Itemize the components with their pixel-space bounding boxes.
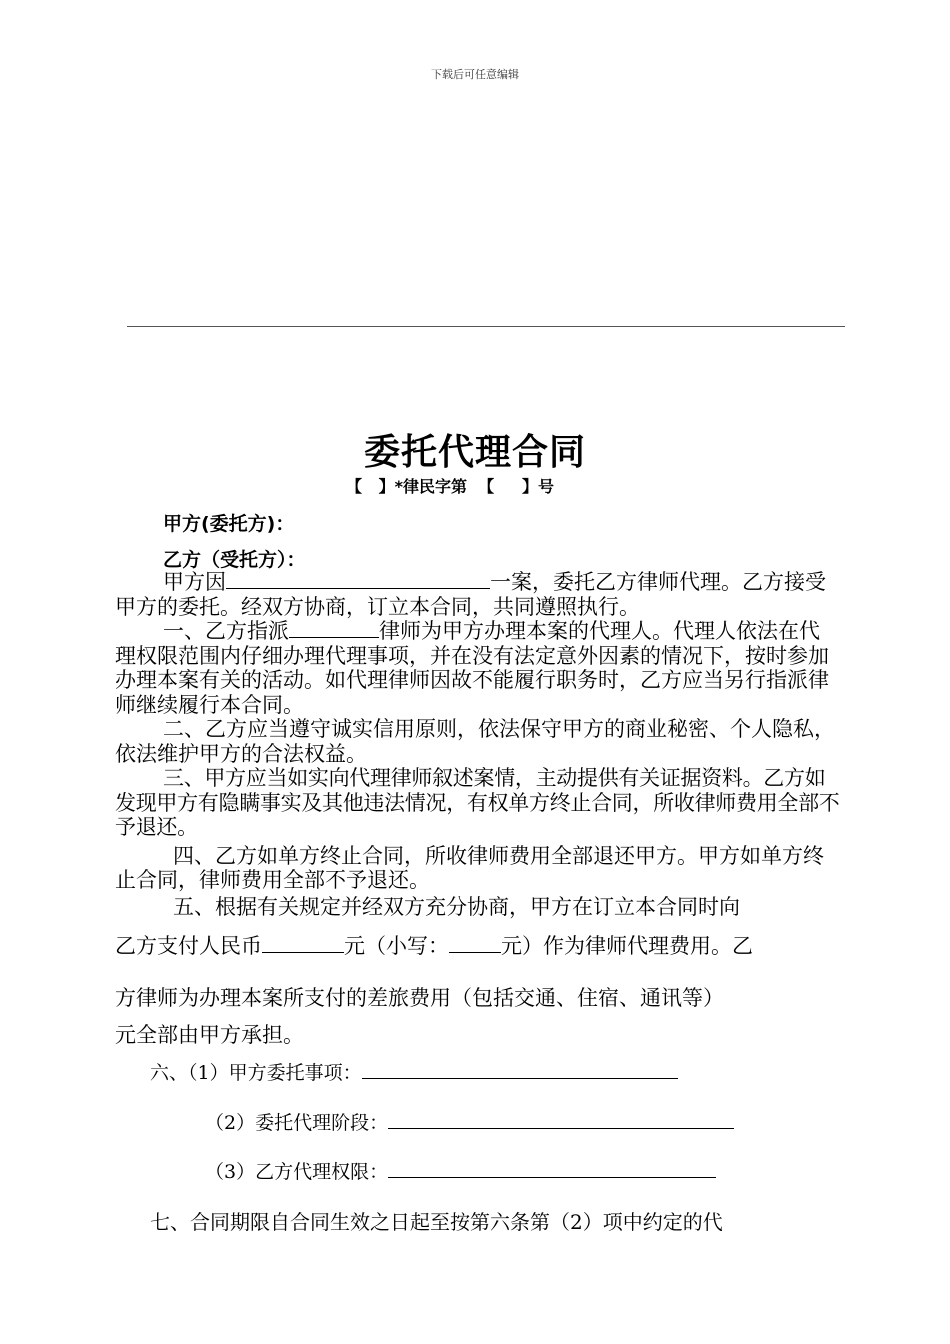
header-rule	[127, 326, 845, 327]
fee-small-blank[interactable]	[449, 934, 501, 953]
fee-amount-label: 乙方支付人民币	[115, 934, 262, 958]
clause-7: 七、合同期限自合同生效之日起至按第六条第（2）项中约定的代	[150, 1210, 723, 1234]
agency-stage-blank[interactable]	[388, 1110, 734, 1129]
clause-6-item-3-label: （3）乙方代理权限：	[205, 1161, 389, 1183]
fee-small-label: 元（小写：	[344, 934, 449, 958]
clause-3: 三、甲方应当如实向代理律师叙述案情，主动提供有关证据资料。乙方如发现甲方有隐瞒事实及其他违法情况，有权单方终止合同，所收律师费用全部不予退还。	[115, 766, 840, 839]
clause-6-item-2	[205, 1108, 734, 1135]
clause-6-item-1	[150, 1058, 678, 1085]
clause-5-line-4: 元全部由甲方承担。	[115, 1023, 304, 1047]
contract-body	[115, 570, 840, 919]
header-note: 下载后可任意编辑	[431, 68, 519, 81]
fee-amount-blank[interactable]	[262, 934, 344, 953]
clause-1-post: 律师为甲方办理本案的代理人。代理人依法在代理权限范围内仔细办理代理事项，并在没有法定意外因素的情况下，按时参加办理本案有关的活动。如代理律师因故不能履行职务时，乙方应当另行指派律师继续履行本合同。	[115, 619, 829, 717]
agency-authority-blank[interactable]	[388, 1159, 716, 1178]
case-number: 【 】*律民字第 【 】号	[345, 477, 555, 496]
intro-post: 一案，委托乙方律师代理。乙方接受甲方的委托。经双方协商，订立本合同，共同遵照执行。	[115, 570, 826, 619]
document-title: 委托代理合同	[363, 432, 586, 473]
clause-6-item-3	[205, 1157, 716, 1184]
party-a-label: 甲方(委托方)：	[163, 513, 295, 535]
entrusted-matter-blank[interactable]	[362, 1060, 678, 1079]
fee-tail: 元）作为律师代理费用。乙	[501, 934, 753, 958]
clause-6-item-1-label: 六、（1）甲方委托事项：	[150, 1062, 362, 1084]
clause-4: 四、乙方如单方终止合同，所收律师费用全部退还甲方。甲方如单方终止合同，律师费用全部不予退还。	[115, 843, 824, 892]
clause-5-line-2	[115, 930, 840, 960]
clause-1-pre: 一、乙方指派	[163, 619, 289, 643]
clause-6-item-2-label: （2）委托代理阶段：	[205, 1112, 389, 1134]
lawyer-name-blank[interactable]	[289, 619, 379, 638]
case-name-blank[interactable]	[226, 570, 490, 589]
clause-5-line-1: 五、根据有关规定并经双方充分协商，甲方在订立本合同时向	[173, 894, 740, 919]
clause-2: 二、乙方应当遵守诚实信用原则，依法保守甲方的商业秘密、个人隐私，依法维护甲方的合法权益。	[115, 717, 835, 766]
intro-pre: 甲方因	[163, 570, 226, 594]
clause-1	[115, 619, 840, 717]
intro-paragraph	[115, 570, 840, 619]
party-b-label: 乙方（受托方）：	[163, 549, 306, 571]
clause-5-line-3: 方律师为办理本案所支付的差旅费用（包括交通、住宿、通讯等）	[115, 986, 724, 1010]
